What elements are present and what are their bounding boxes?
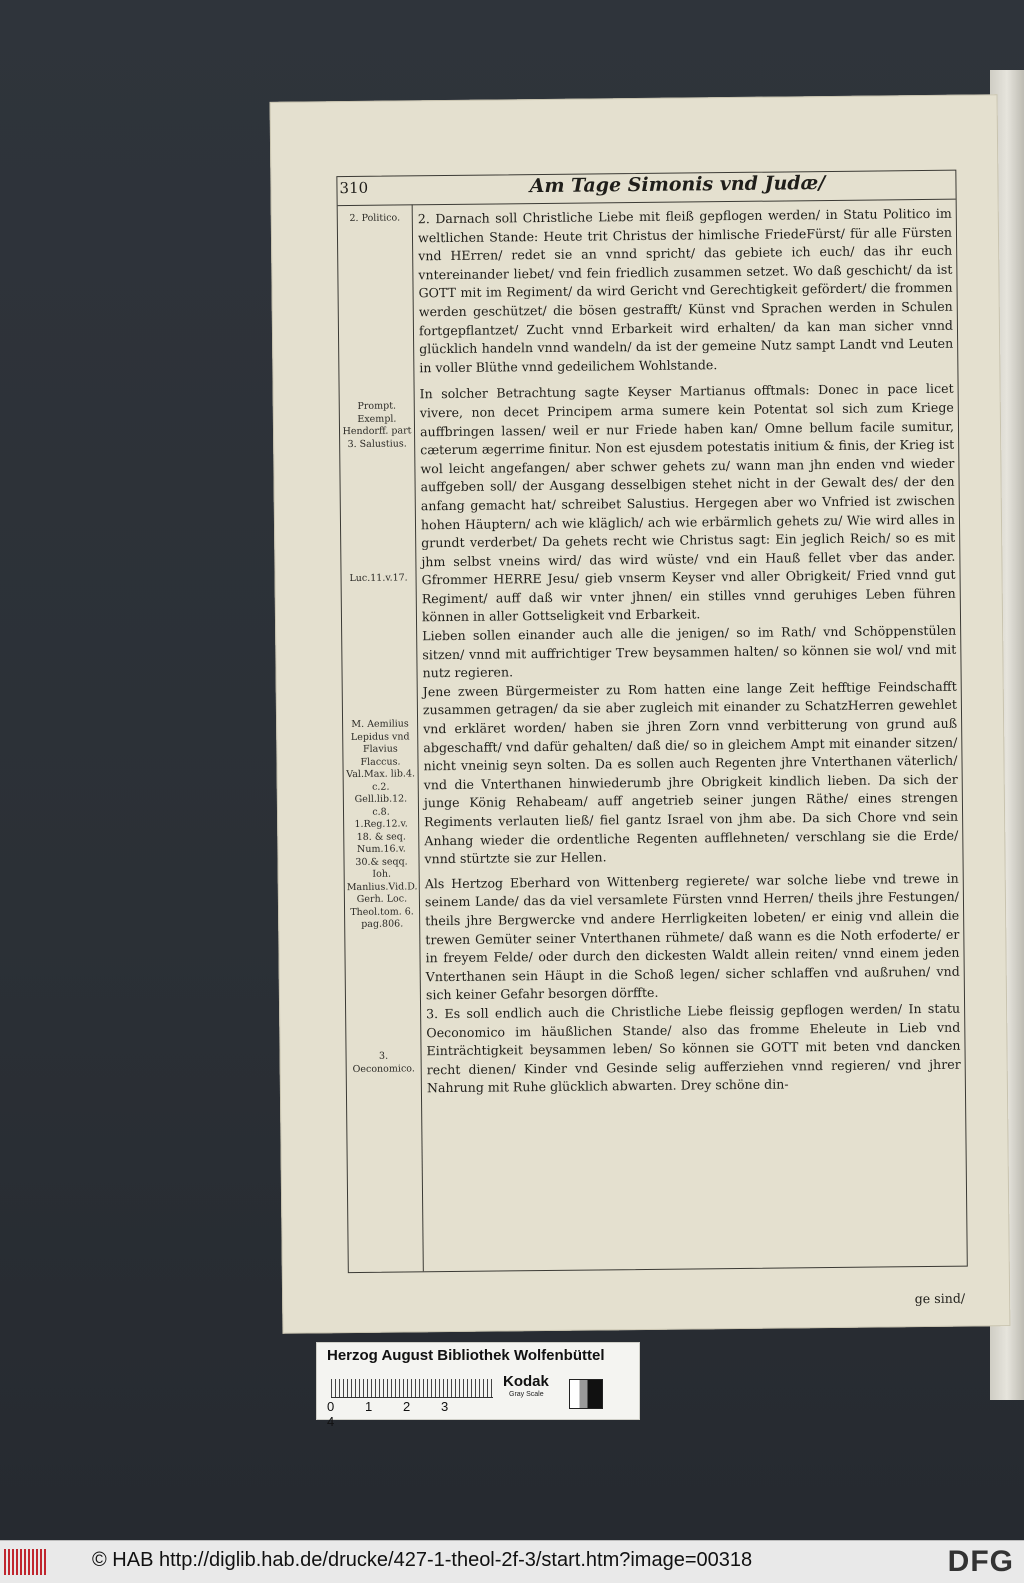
margin-note: M. Aemilius Lepidus vnd Flavius Flaccus. Val.Max. lib.4. c.2. Gell.lib.12. c.8. 1.Reg.12.v. 18. & seq. Num.16.v. 30.& seqq. Ioh. Manlius.Vid.D. Gerh. Loc. Theol.tom. 6. pag.806. bbox=[346, 718, 418, 930]
margin-notes bbox=[340, 210, 421, 1261]
ruler-number: 1 bbox=[365, 1399, 373, 1414]
text-frame bbox=[336, 170, 967, 1307]
margin-note: 2. Politico. bbox=[349, 212, 401, 225]
kodak-brand: Kodak bbox=[503, 1373, 549, 1390]
gray-scale-swatch bbox=[569, 1379, 603, 1409]
barcode-icon bbox=[4, 1549, 48, 1575]
paragraph: Als Hertzog Eberhard von Wittenberg regierete/ war solche liebe vnd trewe in seinem Lande/ das da viel versamlete Fürsten vnnd Herren/ theils jhre Festungen/ theils jhre Bergwercke vnd andere Herrligkeiten lobeten/ er einig vnd allein die trewen Gemüter seiner Vnterthanen rühmete/ daß wann es die Noth erfoderte/ er in freyem Felde/ oder durch den dickesten Waldt allein reiten/ vnnd einem jeden Vnterthanen sein Häupt in die Schoß legen/ sicher schlaffen vnd außruhen/ vnd sich keiner Gefahr besorgen dörffte. bbox=[424, 870, 960, 1003]
margin-note: 3. Oeconomico. bbox=[352, 1050, 415, 1075]
ruler-number: 2 bbox=[403, 1399, 411, 1414]
paragraph: 2. Darnach soll Christliche Liebe mit fleiß gepflogen werden/ in Statu Politico im weltlichen Stande: Heute trit Christus der himlische FriedeFürst/ für alle Fürsten vnd HErren/ redet sie an vnnd spricht/ das gebiete ich euch/ das ihr euch vntereinander liebet/ vnd fein friedlich zusammen setzet. Wo daß geschicht/ da ist GOTT mit im Regiment/ da wird Gericht vnd Gerechtigkeit gefördert/ die frommen werden geschützet/ die bösen gestrafft/ Künst vnd Sprachen werden in Schulen fortgepflantzet/ Zucht vnnd Erbarkeit wird erhalten/ da kan man sicher vnnd glücklich handeln vnnd wandeln/ da ist der gemeine Nutz sampt Landt vnd Leuten in voller Blüthe vnnd gedeilichem Wohlstande. bbox=[417, 205, 954, 376]
margin-note: Prompt. Exempl. Hendorff. part 3. Salustius. bbox=[342, 400, 412, 450]
paragraph: Lieben sollen einander auch alle die jenigen/ so im Rath/ vnd Schöppenstülen sitzen/ vnnd mit auffrichtiger Trew beysammen halten/ so können sie wol/ vnd mit nutz regieren. bbox=[422, 622, 957, 681]
catchword: ge sind/ bbox=[914, 1290, 966, 1307]
ruler-ticks bbox=[331, 1379, 493, 1397]
body-text bbox=[418, 205, 963, 1261]
ruler-number: 4 bbox=[327, 1414, 335, 1429]
scale-ruler bbox=[331, 1375, 493, 1398]
paragraph: Jene zween Bürgermeister zu Rom hatten eine lange Zeit hefftige Feindschafft zusammen getragen/ da sie aber zugleich mit einander zu SchatzHerren gewehlet vnd erkläret worden/ haben sie jhren Zorn vnnd verbitterung von grund auß abgeschafft/ vnd dafür gehalten/ daß die/ so in gleichem Ampt mit einander sitzen/ nicht vneinig seyn solten. Da es sollen auch Regenten jhre Vnterthanen väterlich/ vnd die Vnterthanen hinwiederumb jhre Obrigkeit kindlich lieben. Da sich der junge König Rehabeam/ auff angetrieb seiner jungen Räthe/ eines strengen Regiments verlauten ließ/ fiel gantz Israel von jhm abe. Da sich Chore vnd sein Anhang wieder die ordentliche Regenten aufflehneten/ verschlang sie die Erde/ vnnd stürtzte sie zur Hellen. bbox=[422, 678, 959, 867]
footer-url[interactable]: © HAB http://diglib.hab.de/drucke/427-1-theol-2f-3/start.htm?image=00318 bbox=[92, 1549, 753, 1571]
dfg-logo: DFG bbox=[947, 1545, 1014, 1578]
library-name: Herzog August Bibliothek Wolfenbüttel bbox=[327, 1347, 605, 1364]
footer-bar bbox=[0, 1540, 1024, 1583]
page-number: 310 bbox=[339, 178, 369, 198]
library-label bbox=[316, 1342, 640, 1429]
running-head: Am Tage Simonis vnd Judæ/ bbox=[529, 172, 826, 198]
book-page bbox=[270, 94, 1011, 1334]
paragraph: In solcher Betrachtung sagte Keyser Martianus offtmals: Donec in pace licet vivere, non decet Principem arma sumere kein Potentat sol sich zum Kriege auffbringen lassen/ weil er nur Friede haben kan/ Omne bellum facile sumitur, cæterum ægerrime finitur. Non est ejusdem potestatis initium & finis, der Krieg ist wol leicht angefangen/ aber schwer gehets zu/ wann man jhn enden vnd wieder auffgeben soll/ der Ausgang desselbigen stehet nicht in der Gewalt des/ der den anfang gemacht hat/ schreibet Salustius. Hergegen aber wo Vnfried ist zwischen hohen Häuptern/ ach wie kläglich/ ach wie erbärmlich gehets zu/ Wie wird alles in grundt verderbet/ Da gehets recht wie Christus sagt: Ein jeglich Reich/ so es mit jhm selbst vneins wird/ das wird wüste/ vnd ein Hauß fellet vber das ander. Gfrommer HERRE Jesu/ gieb vnserm Keyser vnd aller Obrigkeit/ Fried vnnd gut Regiment/ auff daß wir vnter jhnen/ ein stilles vnnd geruhiges Leben führen können in aller Gottseligkeit vnd Erbarkeit. bbox=[419, 381, 956, 625]
ruler-number: 0 bbox=[327, 1399, 335, 1414]
ruler-number: 3 bbox=[441, 1399, 449, 1414]
gray-scale-caption: Gray Scale bbox=[509, 1391, 544, 1398]
paragraph: 3. Es soll endlich auch die Christliche Liebe fleissig gepflogen werden/ In statu Oeconomico im häußlichen Stande/ also das fromme Eheleute in Lieb vnd Einträchtigkeit beysammen leben/ So können sie GOTT mit beten vnd dancken recht dienen/ Kinder vnd Gesinde selig aufferziehen vnnd regieren/ vnd jhrer Nahrung mit Ruhe glücklich abwarten. Drey schöne din- bbox=[426, 1000, 961, 1096]
ruler-numbers bbox=[327, 1399, 497, 1429]
margin-note: Luc.11.v.17. bbox=[349, 572, 408, 585]
